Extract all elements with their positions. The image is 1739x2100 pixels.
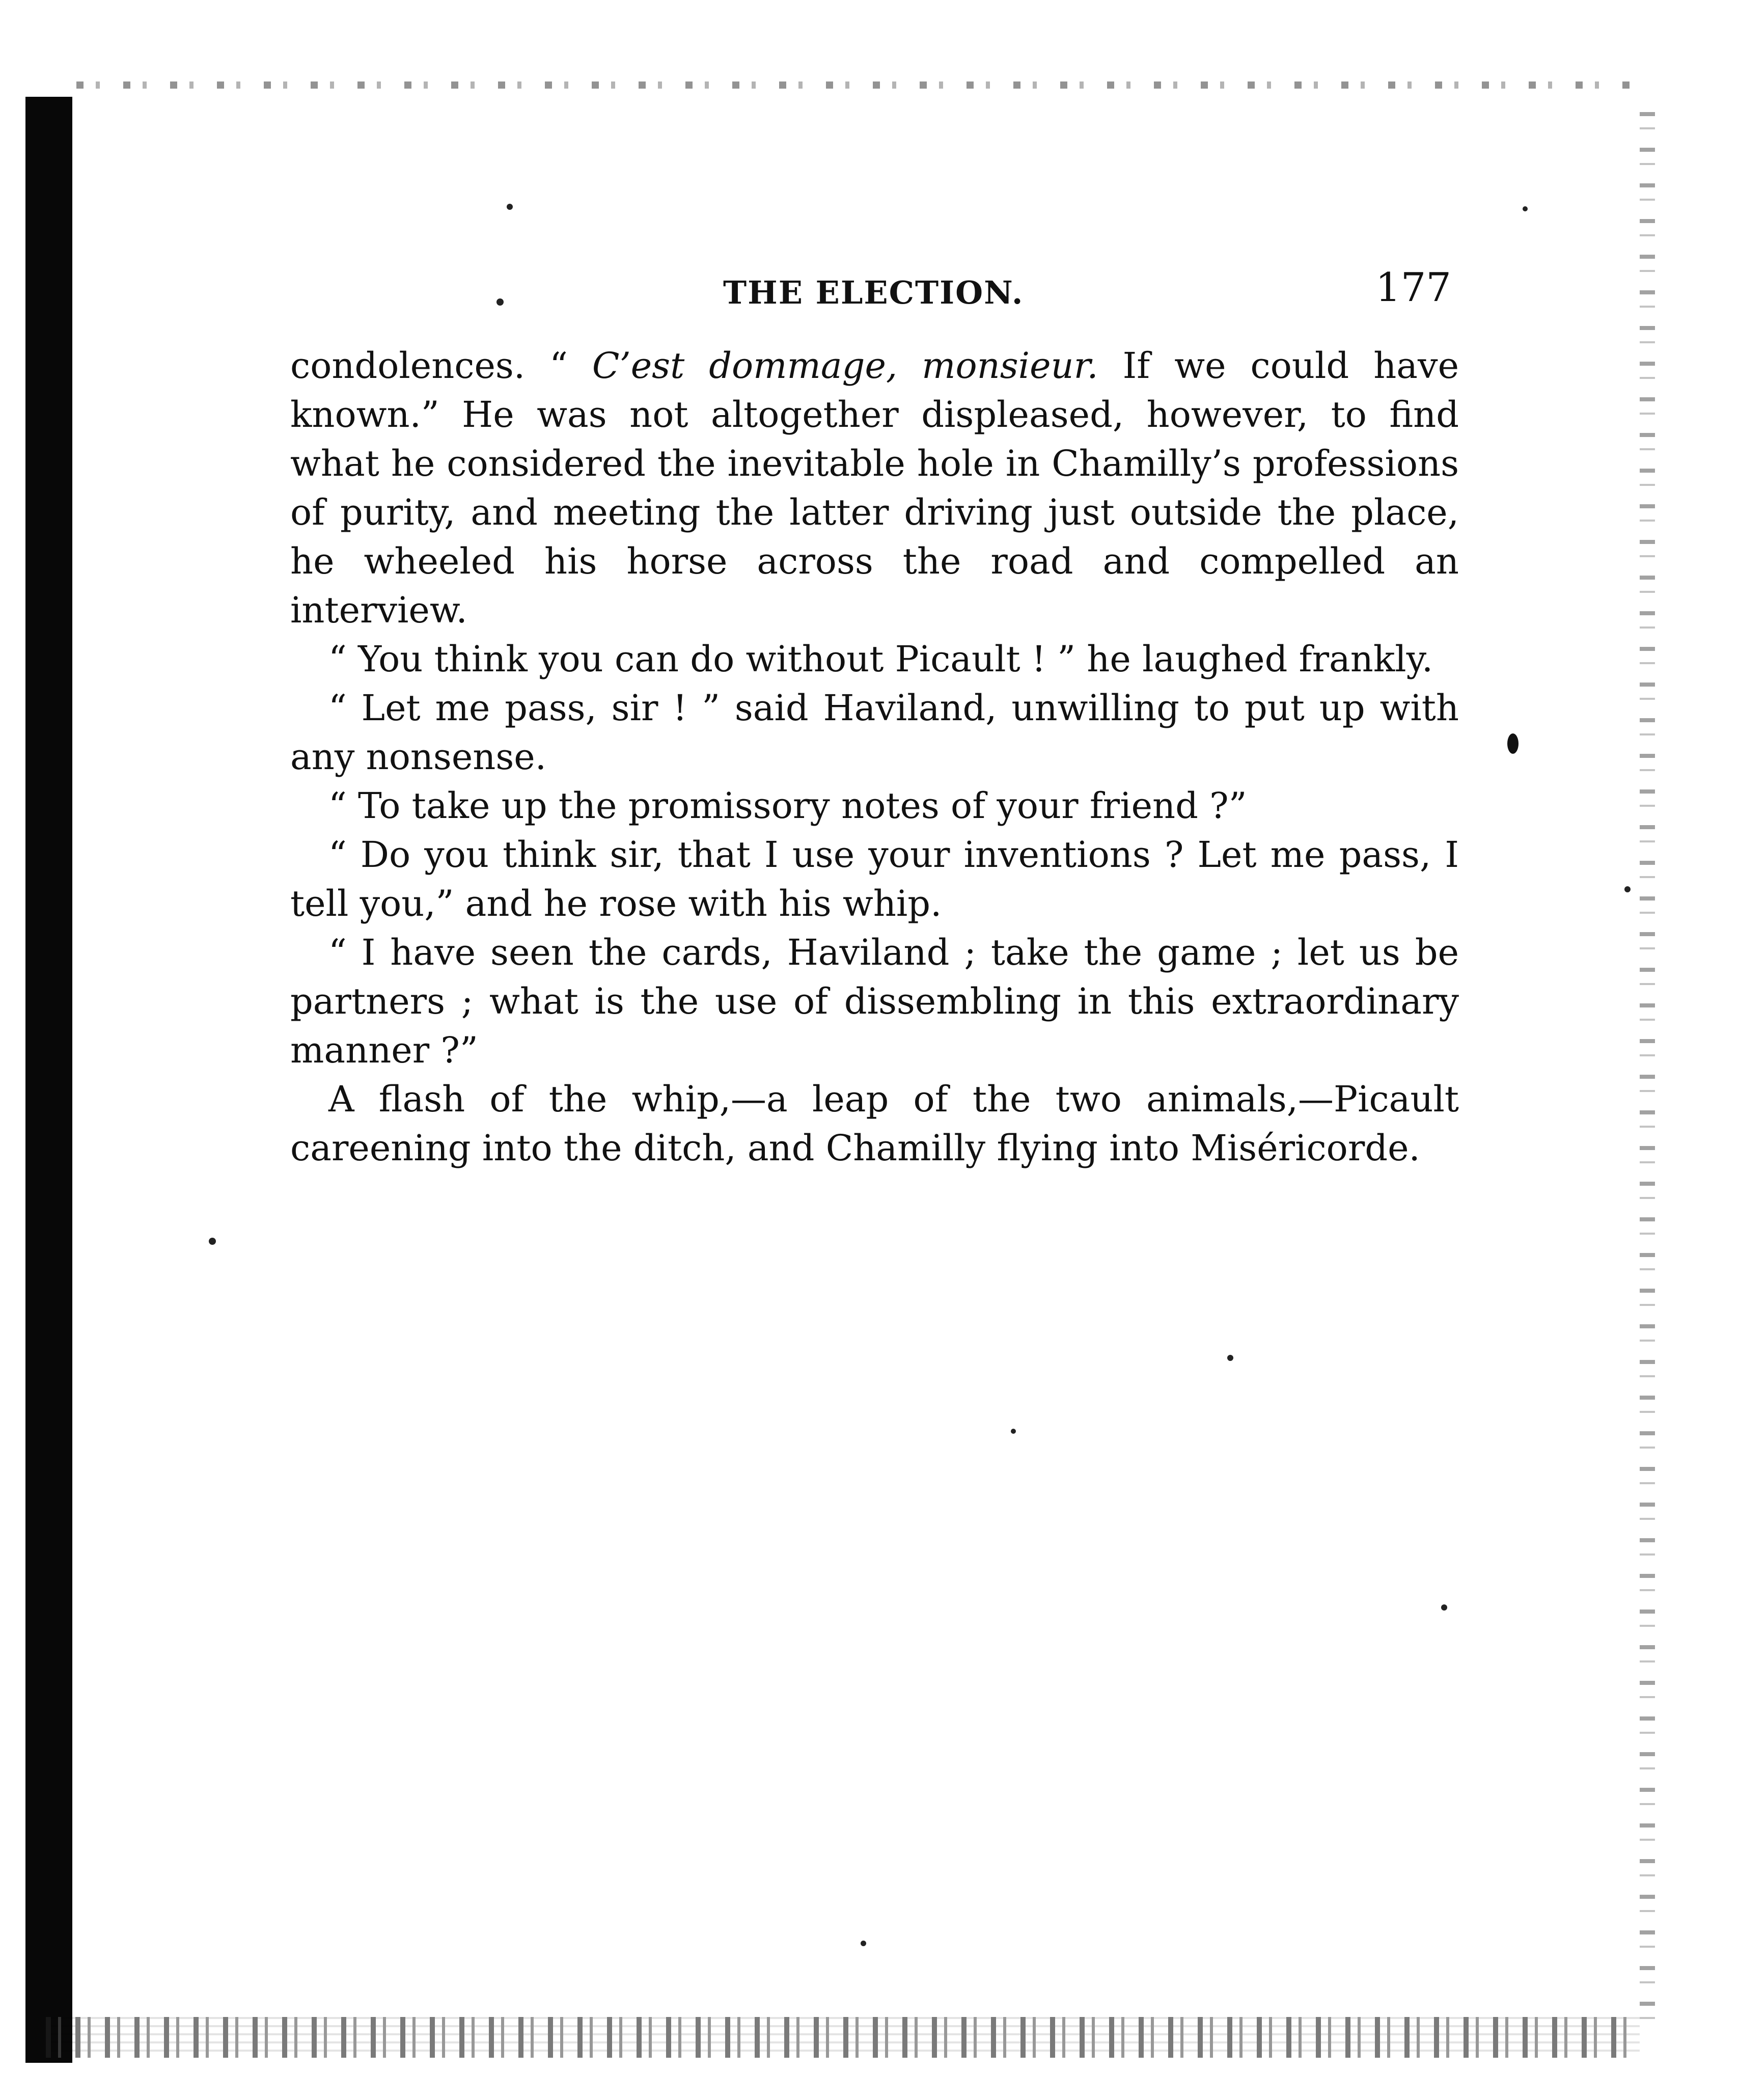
paragraph: “ Let me pass, sir ! ” said Haviland, unwilling to put up with any nonsense.	[290, 687, 1459, 778]
paragraph: condolences. “ C’est dommage, monsieur. If we could have known.” He was not altogether displeased, however, to find what he considered the inevitable hole in Chamilly’s professions of purity, and meeting the latter driving just outside the place, he wheeled his horse across the road and compelled an interview.	[290, 345, 1459, 631]
scan-binding-shadow	[25, 97, 72, 2063]
scan-speck	[1441, 1604, 1447, 1611]
scan-speck	[1507, 733, 1519, 754]
paragraph: “ To take up the promissory notes of your friend ?”	[328, 785, 1247, 827]
scan-speck	[1624, 886, 1631, 892]
scan-top-edge-noise	[76, 81, 1635, 89]
paragraph: “ You think you can do without Picault ! ” he laughed frankly.	[328, 638, 1433, 680]
page-number: 177	[1375, 265, 1451, 311]
french-phrase: C’est dommage, monsieur.	[592, 345, 1098, 387]
paragraph: “ Do you think sir, that I use your inventions ? Let me pass, I tell you,” and he rose with his whip.	[290, 834, 1459, 924]
scan-speck	[507, 204, 513, 210]
scan-speck	[1227, 1355, 1233, 1361]
scan-right-edge-noise	[1640, 112, 1655, 2037]
scan-speck	[1523, 206, 1528, 211]
body-text	[290, 341, 1459, 1172]
paragraph: A flash of the whip,—a leap of the two animals,—Picault careening into the ditch, and Chamilly flying into Miséricorde.	[290, 1078, 1459, 1169]
page-header	[290, 265, 1451, 321]
scan-speck	[1011, 1429, 1016, 1434]
scan-bottom-edge-noise	[46, 2017, 1640, 2058]
running-title: THE ELECTION.	[723, 274, 1024, 311]
scan-speck	[209, 1238, 216, 1245]
paragraph: “ I have seen the cards, Haviland ; take the game ; let us be partners ; what is the use of dissembling in this extraordinary manner ?”	[290, 932, 1459, 1071]
scan-speck	[861, 1941, 866, 1946]
